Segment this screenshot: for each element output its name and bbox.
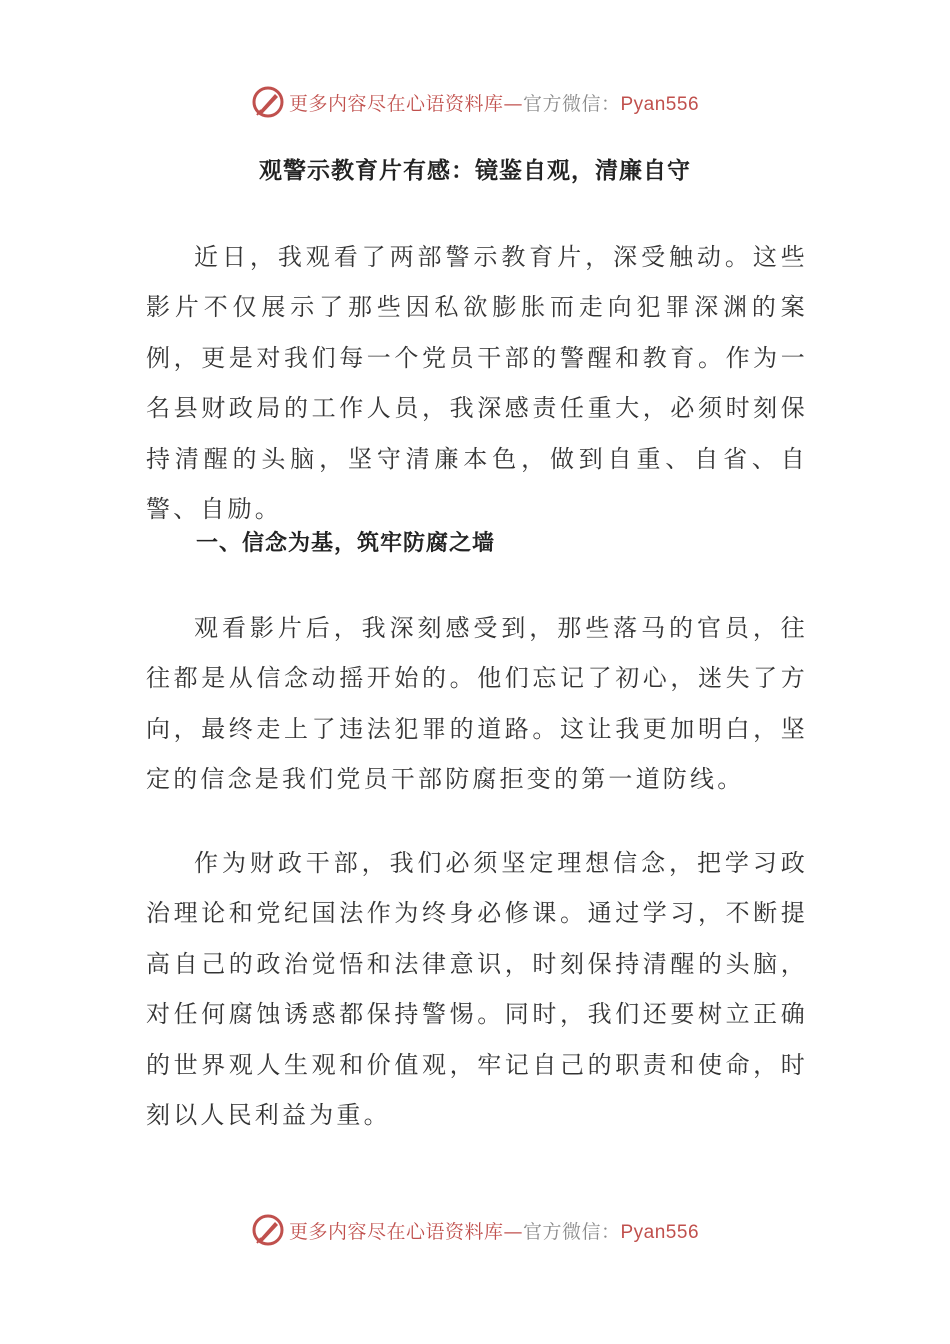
section-1-paragraph-1-block xyxy=(146,603,808,805)
section-heading: 一、信念为基，筑牢防腐之墙 xyxy=(196,530,496,556)
body-paragraph: 作为财政干部，我们必须坚定理想信念，把学习政治理论和党纪国法作为终身必修课。通过学习，不断提高自己的政治觉悟和法律意识，时刻保持清醒的头脑，对任何腐蚀诱惑都保持警惕。同时，我们还要树立正确的世界观人生观和价值观，牢记自己的职责和使命，时刻以人民利益为重。 xyxy=(146,849,808,1130)
footer-banner xyxy=(0,1210,950,1250)
header-banner-text: 更多内容尽在心语资料库—官方微信：Pyan556 xyxy=(288,92,700,115)
section-1-heading-block xyxy=(146,526,808,557)
quill-logo-icon xyxy=(251,1213,285,1247)
body-paragraph: 观看影片后，我深刻感受到，那些落马的官员，往往都是从信念动摇开始的。他们忘记了初心，迷失了方向，最终走上了违法犯罪的道路。这让我更加明白，坚定的信念是我们党员干部防腐拒变的第一道防线。 xyxy=(146,614,808,794)
quill-logo-icon xyxy=(251,85,285,119)
document-title: 观警示教育片有感：镜鉴自观，清廉自守 xyxy=(259,157,691,184)
intro-block xyxy=(146,232,808,534)
footer-banner-text: 更多内容尽在心语资料库—官方微信：Pyan556 xyxy=(288,1220,700,1243)
intro-paragraph: 近日，我观看了两部警示教育片，深受触动。这些影片不仅展示了那些因私欲膨胀而走向犯罪深渊的案例，更是对我们每一个党员干部的警醒和教育。作为一名县财政局的工作人员，我深感责任重大，必须时刻保持清醒的头脑，坚守清廉本色，做到自重、自省、自警、自励。 xyxy=(146,243,808,524)
section-1-paragraph-2-block xyxy=(146,838,808,1140)
header-banner xyxy=(0,82,950,122)
